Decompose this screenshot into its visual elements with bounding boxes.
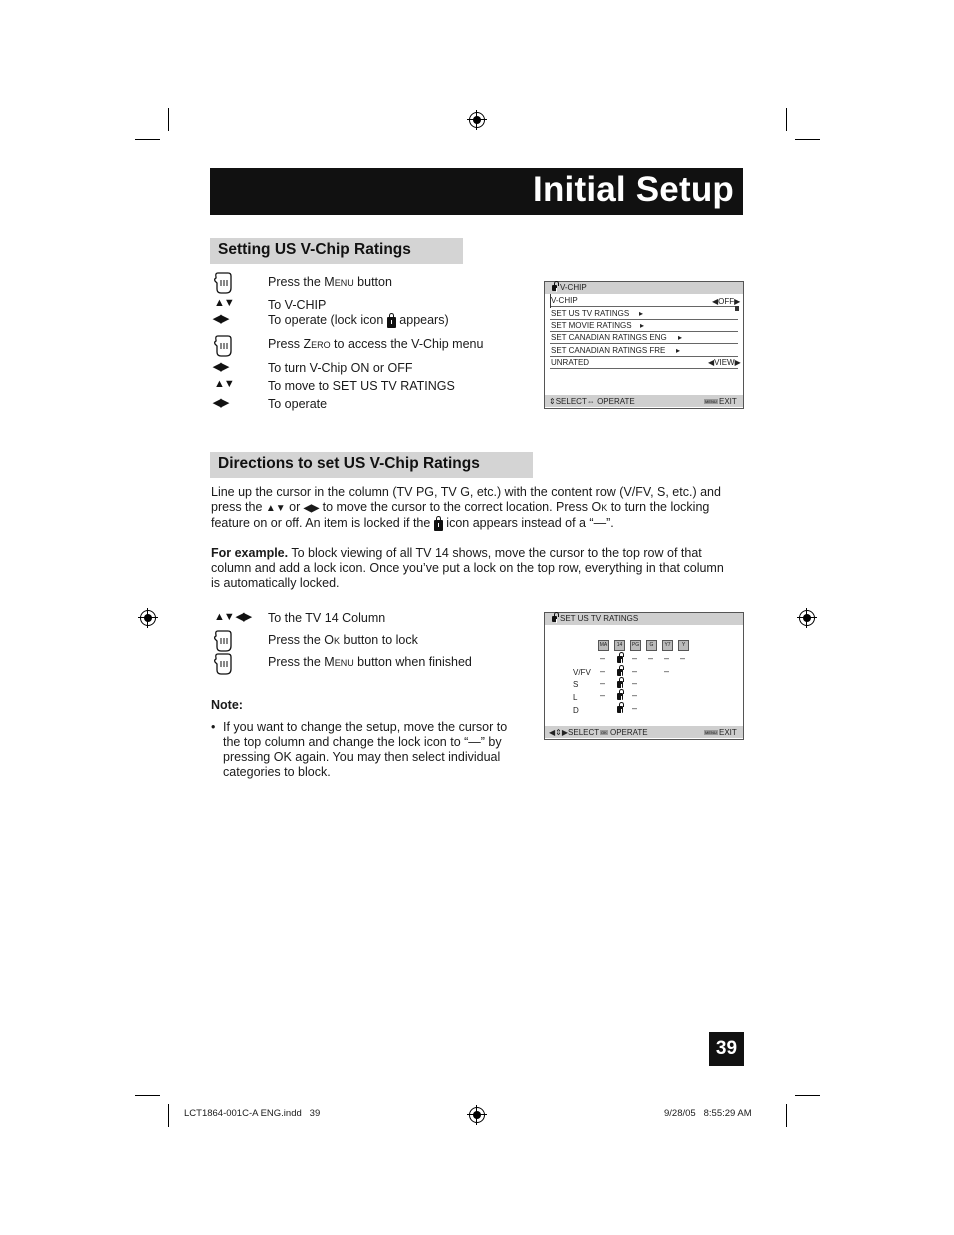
rating-column-icon: 14: [614, 640, 625, 651]
rating-column-icon: PG: [630, 640, 641, 651]
dash-mark: –: [680, 653, 686, 663]
page-number: 39: [709, 1032, 744, 1066]
dash-mark: –: [600, 690, 606, 700]
lock-icon: [617, 693, 623, 700]
row-label: L: [573, 693, 578, 702]
ok-key-icon: OK: [601, 730, 607, 735]
dash-mark: –: [600, 678, 606, 688]
osd-footer-operate: OPERATE: [610, 728, 648, 737]
step-text: To turn V-Chip ON or OFF: [268, 361, 413, 375]
rating-column-icon: MA: [598, 640, 609, 651]
dash-mark: –: [632, 666, 638, 676]
section-heading-bar: [210, 452, 533, 478]
row-label: D: [573, 706, 579, 715]
hand-press-icon: [212, 629, 234, 653]
registration-mark-icon: [799, 610, 815, 626]
vchip-value: ◀OFF▶: [712, 297, 741, 306]
dash-mark: –: [664, 666, 670, 676]
menu-key-icon: MENU: [705, 399, 717, 404]
lock-icon: [617, 681, 623, 688]
all-arrows-icon: ▲▼ ◀▶: [214, 611, 251, 623]
lock-icon: [617, 669, 623, 676]
step-text: Press the Menu button when finished: [268, 655, 472, 669]
section-heading: Directions to set US V-Chip Ratings: [218, 455, 480, 472]
lock-icon: [434, 520, 443, 531]
vchip-row: [550, 295, 741, 307]
dash-mark: –: [632, 690, 638, 700]
note-bullet: •: [211, 720, 216, 734]
registration-mark-icon: [469, 112, 485, 128]
crop-mark: [168, 1104, 169, 1127]
title-banner: [210, 168, 743, 215]
osd-footer-select: ◀⇕▶SELECT: [549, 728, 600, 737]
dash-mark: –: [600, 653, 606, 663]
hand-press-icon: [212, 334, 234, 358]
timestamp-slug: 9/28/05 8:55:29 AM: [664, 1108, 752, 1119]
menu-item: UNRATED ◀VIEW▶: [551, 358, 741, 367]
step-text: To operate: [268, 397, 328, 411]
crop-mark: [786, 1104, 787, 1127]
crop-mark: [795, 1095, 820, 1096]
left-right-arrows-icon: ◀▶: [213, 313, 228, 325]
note-text: If you want to change the setup, move the cursor to the top column and change the lock icon to “—” by pressing OK again. You may then select individual categories to block.: [223, 720, 508, 779]
menu-key-icon: MENU: [705, 730, 717, 735]
note-label: Note:: [211, 698, 243, 712]
step-text: To V-CHIP: [268, 298, 327, 312]
dash-mark: –: [632, 653, 638, 663]
step-text: Press the Ok button to lock: [268, 633, 418, 647]
rating-column-icon: Y7: [662, 640, 673, 651]
section-heading: Setting US V-Chip Ratings: [218, 241, 411, 258]
directions-paragraph: Line up the cursor in the column (TV PG, TV G, etc.) with the content row (V/FV, S, etc.) and press the ▲▼ or ◀▶ to move the cursor to the correct location. Press Ok to turn the locking feature on or off. An item is locked if the icon appears instead of a “—”.: [211, 485, 721, 530]
step-text: To the TV 14 Column: [268, 611, 386, 625]
osd-footer-select: ⇕SELECT⇔ OPERATE: [549, 397, 635, 406]
lock-icon: [552, 285, 557, 291]
vchip-menu-screen: [544, 281, 744, 409]
crop-mark: [795, 139, 820, 140]
step-text: To operate (lock icon appears): [268, 313, 449, 327]
section-heading-bar: [210, 238, 463, 264]
lock-icon: [552, 616, 557, 622]
left-right-arrows-icon: ◀▶: [213, 397, 228, 409]
up-down-arrows-icon: ▲▼: [214, 297, 234, 309]
dash-mark: –: [648, 653, 654, 663]
left-right-arrows-icon: ◀▶: [303, 503, 320, 514]
up-down-arrows-icon: ▲▼: [214, 378, 234, 390]
osd-footer-exit: EXIT: [719, 397, 737, 406]
menu-item: SET CANADIAN RATINGS ENG ▸: [550, 332, 738, 344]
lock-icon: [387, 317, 396, 328]
crop-mark: [135, 1095, 160, 1096]
hand-press-icon: [212, 271, 234, 295]
vchip-label: V-CHIP: [551, 296, 578, 305]
crop-mark: [786, 108, 787, 131]
menu-item: SET US TV RATINGS ▸: [550, 308, 738, 320]
step-text: Press the Menu button: [268, 275, 392, 289]
osd-title: SET US TV RATINGS: [560, 614, 639, 623]
step-text: To move to SET US TV RATINGS: [268, 379, 455, 393]
rating-column-icon: Y: [678, 640, 689, 651]
registration-mark-icon: [469, 1107, 485, 1123]
dash-mark: –: [600, 666, 606, 676]
up-down-arrows-icon: ▲▼: [265, 503, 286, 514]
lock-icon: [617, 706, 623, 713]
tv-ratings-screen: [544, 612, 744, 740]
file-slug: LCT1864-001C-A ENG.indd 39: [184, 1108, 321, 1119]
osd-title: V-CHIP: [560, 283, 587, 292]
dash-mark: –: [664, 653, 670, 663]
menu-item: SET CANADIAN RATINGS FRE ▸: [550, 345, 738, 357]
crop-mark: [135, 139, 160, 140]
dash-mark: –: [632, 678, 638, 688]
row-label: V/FV: [573, 668, 591, 677]
rating-column-icon: G: [646, 640, 657, 651]
example-paragraph: For example. To block viewing of all TV 14 shows, move the cursor to the top row of that column and add a lock icon. Once you’ve put a lock on the top row, everything in that column is automatically locked.: [211, 546, 724, 590]
hand-press-icon: [212, 652, 234, 676]
dash-mark: –: [632, 703, 638, 713]
menu-item: SET MOVIE RATINGS ▸: [550, 320, 738, 332]
step-text: Press Zero to access the V-Chip menu: [268, 337, 484, 351]
left-right-arrows-icon: ◀▶: [213, 361, 228, 373]
registration-mark-icon: [140, 610, 156, 626]
page-title: Initial Setup: [533, 170, 734, 209]
lock-icon: [617, 656, 623, 663]
crop-mark: [168, 108, 169, 131]
row-label: S: [573, 680, 579, 689]
osd-footer-exit: EXIT: [719, 728, 737, 737]
cursor: [550, 294, 551, 308]
